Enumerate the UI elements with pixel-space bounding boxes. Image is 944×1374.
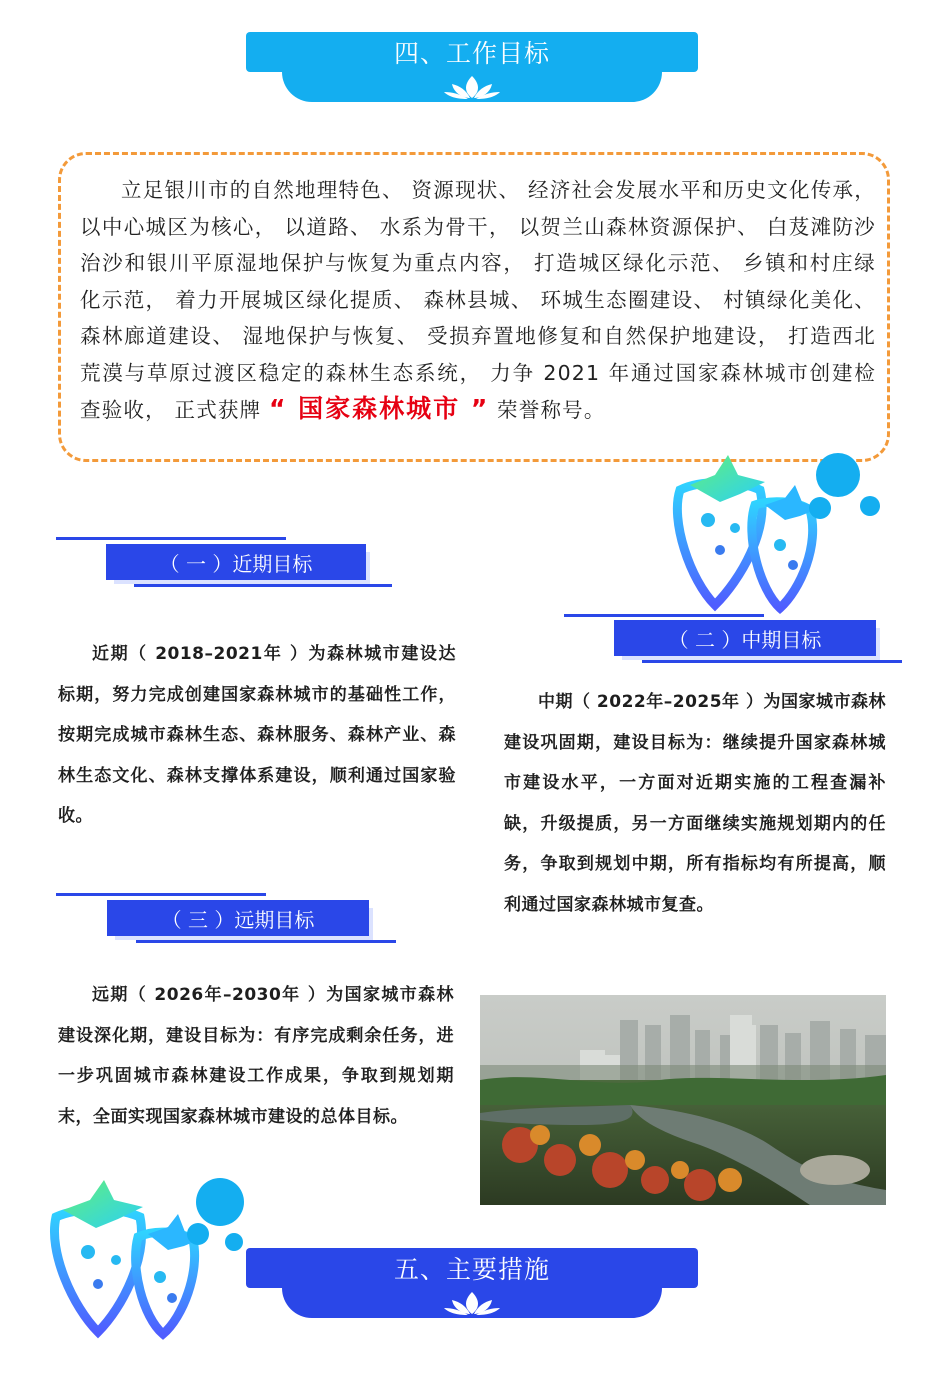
divider-line — [564, 614, 764, 617]
divider-line — [56, 537, 286, 540]
intro-paragraph — [80, 172, 876, 429]
section-5-banner — [246, 1248, 698, 1318]
mid-term-text: 中期（ 2022年–2025年 ）为国家城市森林建设巩固期，建设目标为：继续提升国家森林城市建设水平，一方面对近期实施的工程查漏补缺，升级提质，另一方面继续实施规划期内的任务，争取到规划中期，所有指标均有所提高，顺利通过国家森林城市复查。 — [504, 692, 886, 915]
mid-term-title: （ 二 ）中期目标 — [614, 620, 876, 656]
banner-tail — [282, 1288, 662, 1318]
divider-line — [56, 893, 266, 896]
intro-text-end: 荣誉称号。 — [489, 398, 606, 422]
divider-line — [134, 584, 392, 587]
intro-highlight: “ 国家森林城市 ” — [269, 394, 490, 423]
section-5-title: 五、主要措施 — [246, 1248, 698, 1288]
strawberry-icon — [48, 1172, 248, 1342]
section-4-title: 四、工作目标 — [246, 32, 698, 72]
near-term-text: 近期（ 2018–2021年 ）为森林城市建设达标期，努力完成创建国家森林城市的基础性工作，按期完成城市森林生态、森林服务、森林产业、森林生态文化、森林支撑体系建设，顺利通过国家验收。 — [58, 644, 456, 826]
divider-line — [136, 940, 396, 943]
intro-text: 立足银川市的自然地理特色、 资源现状、 经济社会发展水平和历史文化传承， 以中心城区为核心， 以道路、 水系为骨干， 以贺兰山森林资源保护、 白芨滩防沙治沙和银川平原湿地保护与恢复为重点内容， 打造城区绿化示范、 乡镇和村庄绿化示范， 着力开展城区绿化提质、 森林县城、 环城生态圈建设、 村镇绿化美化、 森林廊道建设、 湿地保护与恢复、 受损弃置地修复和自然保护地建设， 打造西北荒漠与草原过渡区稳定的森林生态系统， 力争 2021 年通过国家森林城市创建检查验收， 正式获牌 — [80, 178, 876, 422]
banner-tail — [282, 72, 662, 102]
lotus-icon — [442, 1290, 502, 1316]
section-4-banner — [246, 32, 698, 102]
bubble-icon — [196, 1178, 244, 1226]
strawberry-icon — [660, 450, 890, 620]
far-term-title: （ 三 ）远期目标 — [107, 900, 369, 936]
bubble-icon — [816, 453, 860, 497]
far-term-text: 远期（ 2026年–2030年 ）为国家城市森林建设深化期，建设目标为：有序完成剩余任务，进一步巩固城市森林建设工作成果，争取到规划期末，全面实现国家森林城市建设的总体目标。 — [58, 985, 454, 1127]
lotus-icon — [442, 74, 502, 100]
city-park-photo — [480, 995, 886, 1205]
divider-line — [642, 660, 902, 663]
near-term-title: （ 一 ）近期目标 — [106, 544, 366, 580]
